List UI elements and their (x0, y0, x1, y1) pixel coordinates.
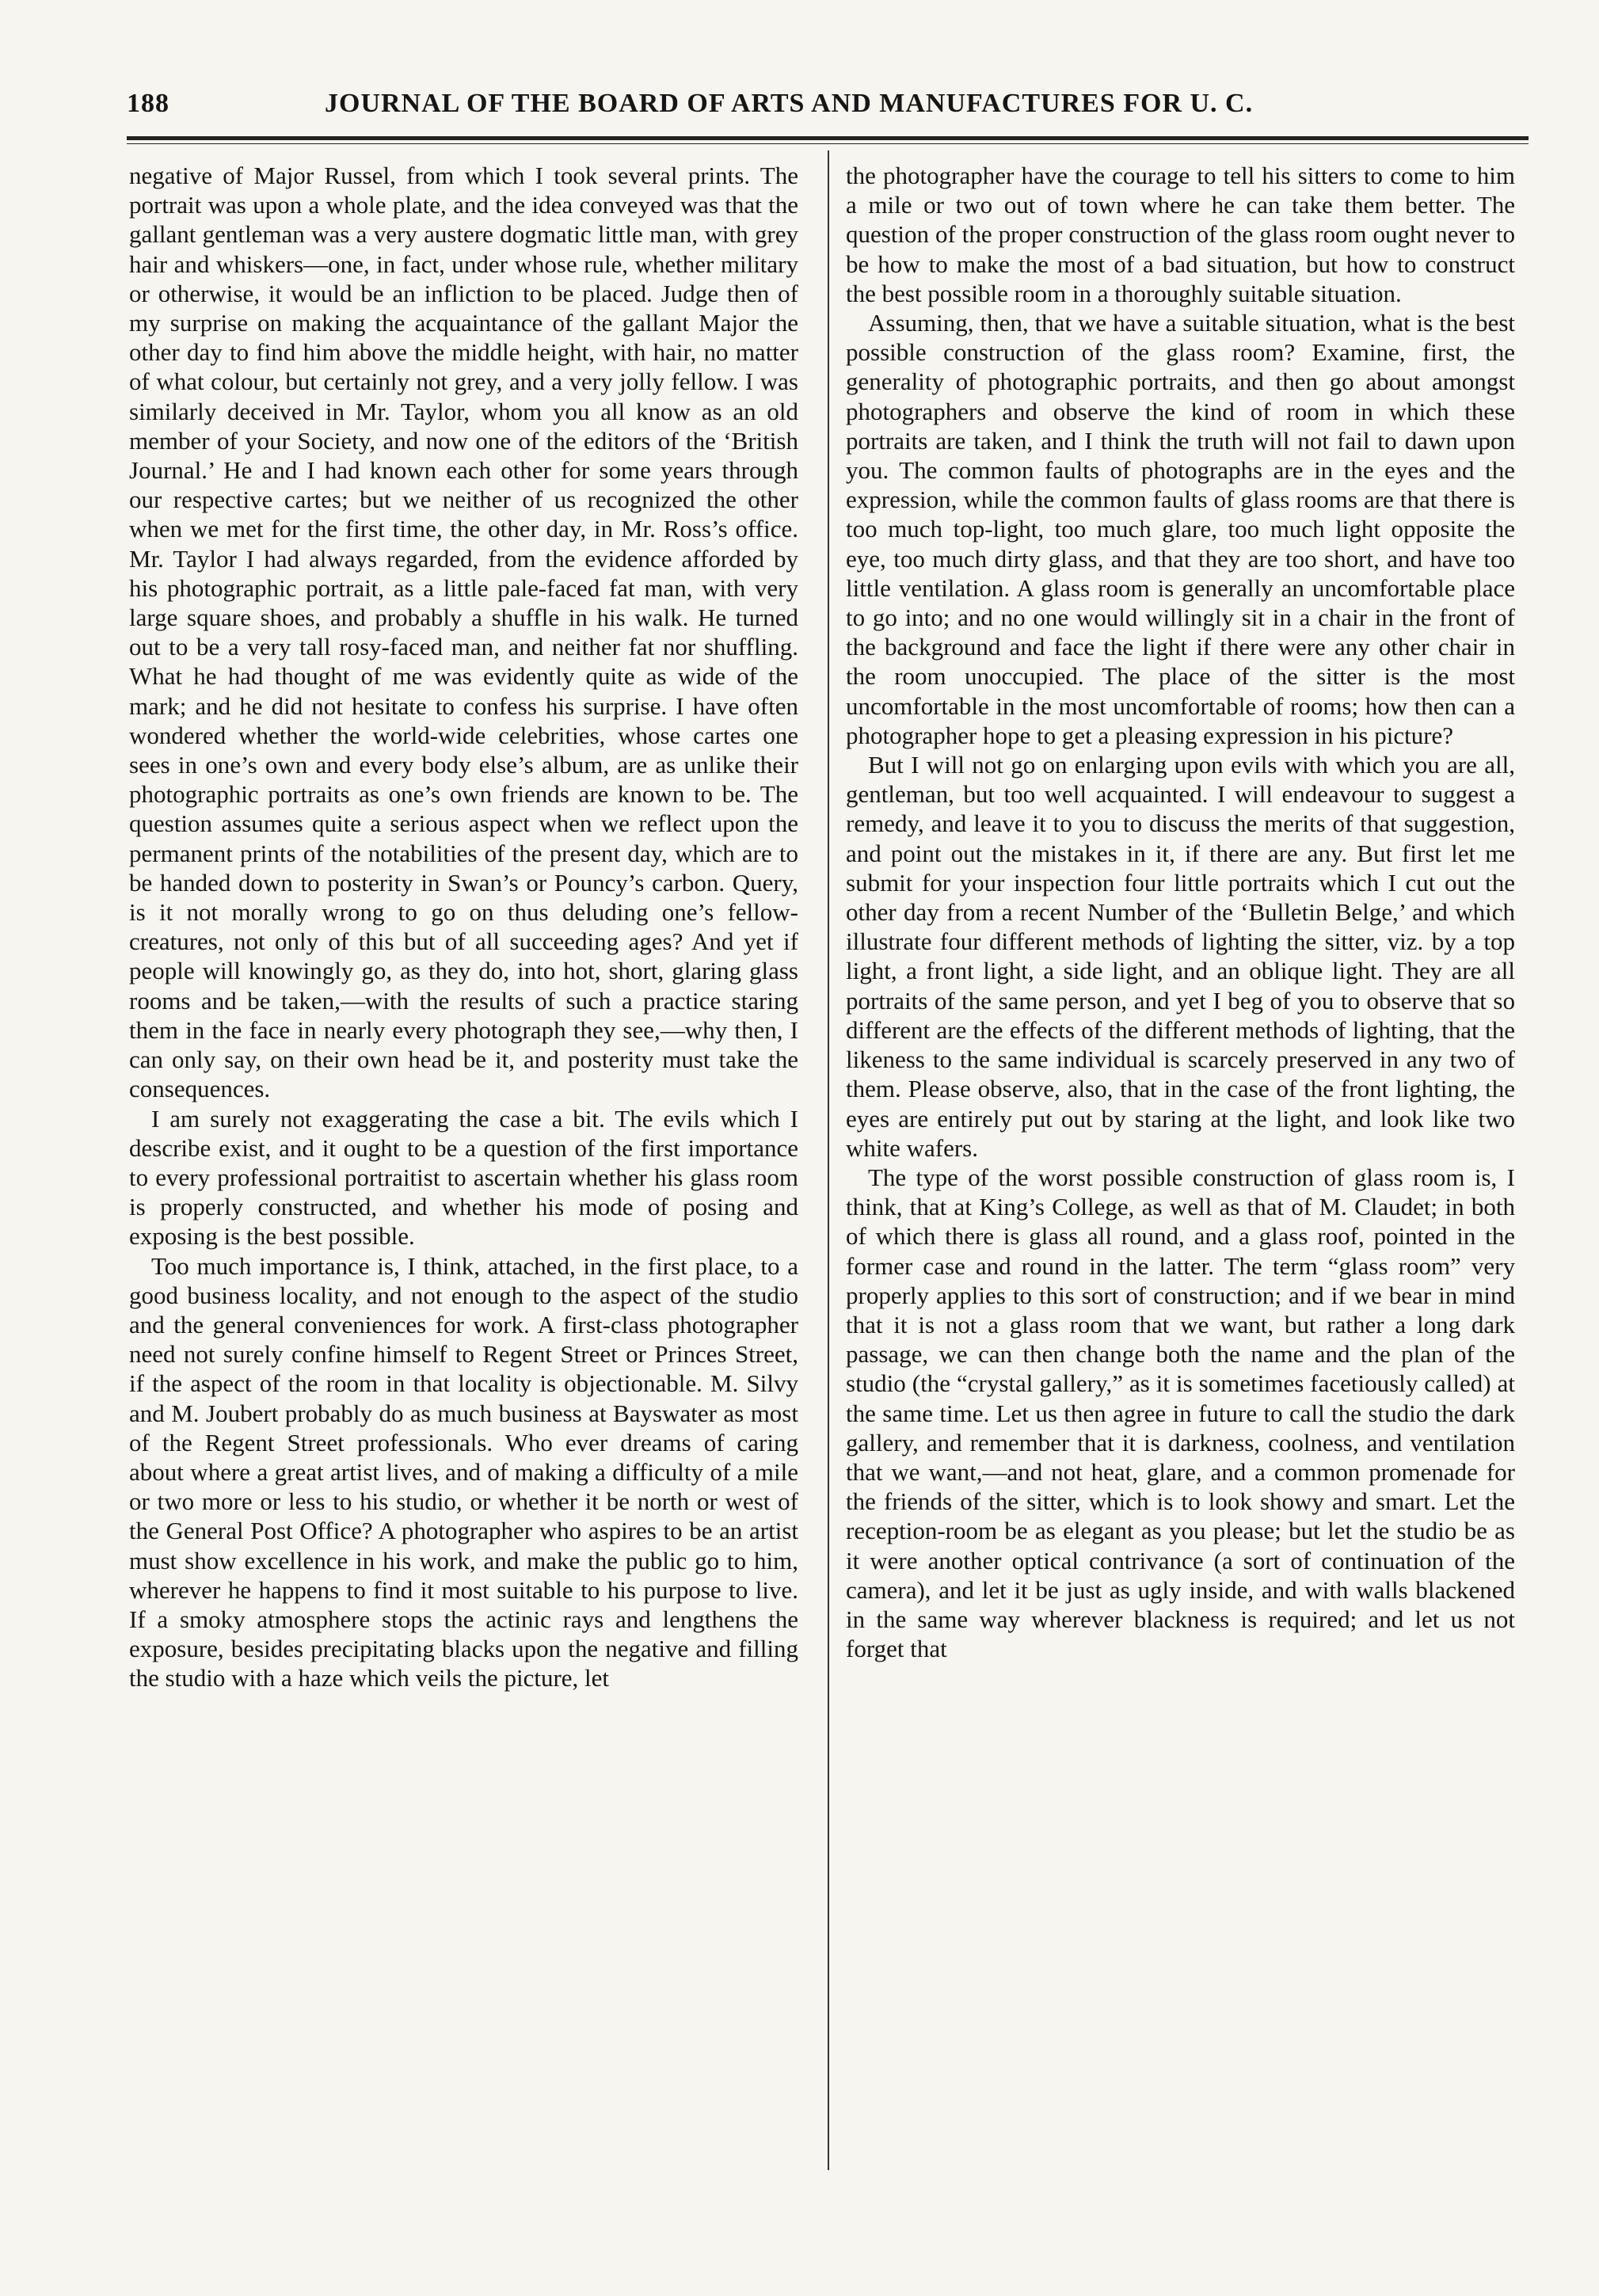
column-divider (828, 150, 829, 2170)
paragraph: The type of the worst possible construction of glass room is, I think, that at King’s College, as well as that of M. Claudet; in both of which there is glass all round, and a glass roof, pointed in the former case and round in the latter. The term “glass room” very properly applies to this sort of construction; and if we bear in mind that it is not a glass room that we want, but rather a long dark passage, we can then change both the name and the plan of the studio (the “crystal gallery,” as it is sometimes facetiously called) at the same time. Let us then agree in future to call the studio the dark gallery, and remember that it is darkness, coolness, and ventilation that we want,—and not heat, glare, and a common promenade for the friends of the sitter, which is to look showy and smart. Let the reception-room be as elegant as you please; but let the studio be as it were another optical contrivance (a sort of continuation of the camera), and let it be just as ugly inside, and with walls blackened in the same way wherever blackness is required; and let us not forget that (846, 1163, 1515, 1663)
page-header (127, 89, 1529, 130)
running-title: JOURNAL OF THE BOARD OF ARTS AND MANUFACTURES FOR U. C. (325, 89, 1254, 118)
paragraph: But I will not go on enlarging upon evils with which you are all, gentleman, but too well acquainted. I will endeavour to suggest a remedy, and leave it to you to discuss the merits of that suggestion, and point out the mistakes in it, if there are any. But first let me submit for your inspection four little portraits which I cut out the other day from a recent Number of the ‘Bulletin Belge,’ and which illustrate four different methods of lighting the sitter, viz. by a top light, a front light, a side light, and an oblique light. They are all portraits of the same person, and yet I beg of you to observe that so different are the effects of the different methods of lighting, that the likeness to the same individual is scarcely preserved in any two of them. Please observe, also, that in the case of the front lighting, the eyes are entirely put out by staring at the light, and look like two white wafers. (846, 751, 1515, 1162)
paragraph: negative of Major Russel, from which I took several prints. The portrait was upon a whole plate, and the idea conveyed was that the gallant gentleman was a very austere dogmatic little man, with grey hair and whiskers—one, in fact, under whose rule, whether military or otherwise, it would be an infliction to be placed. Judge then of my surprise on making the acquaintance of the gallant Major the other day to find him above the middle height, with hair, no matter of what colour, but certainly not grey, and a very jolly fellow. I was similarly deceived in Mr. Taylor, whom you all know as an old member of your Society, and now one of the editors of the ‘British Journal.’ He and I had known each other for some years through our respective cartes; but we neither of us recognized the other when we met for the first time, the other day, in Mr. Ross’s office. Mr. Taylor I had always regarded, from the evidence afforded by his photographic portrait, as a little pale-faced fat man, with very large square shoes, and probably a shuffle in his walk. He turned out to be a very tall rosy-faced man, and neither fat nor shuffling. What he had thought of me was evidently quite as wide of the mark; and he did not hesitate to confess his surprise. I have often wondered whether the world-wide celebrities, whose cartes one sees in one’s own and every body else’s album, are as unlike their photographic portraits as one’s own friends are known to be. The question assumes quite a serious aspect when we reflect upon the permanent prints of the notabilities of the present day, which are to be handed down to posterity in Swan’s or Pouncy’s carbon. Query, is it not morally wrong to go on thus deluding one’s fellow-creatures, not only of this but of all succeeding ages? And yet if people will knowingly go, as they do, into hot, short, glaring glass rooms and be taken,—with the results of such a practice staring them in the face in nearly every photograph they see,—why then, I can only say, on their own head be it, and posterity must take the consequences. (129, 162, 798, 1103)
paragraph: Assuming, then, that we have a suitable situation, what is the best possible construction of the glass room? Examine, first, the generality of photographic portraits, and then go about amongst photographers and observe the kind of room in which these portraits are taken, and I think the truth will not fail to dawn upon you. The common faults of photographs are in the eyes and the expression, while the common faults of glass rooms are that there is too much top-light, too much glare, too much light opposite the eye, too much dirty glass, and that they are too short, and have too little ventilation. A glass room is generally an uncomfortable place to go into; and no one would willingly sit in a chair in the front of the background and face the light if there were any other chair in the room unoccupied. The place of the sitter is the most uncomfortable in the most uncomfortable of rooms; how then can a photographer hope to get a pleasing expression in his picture? (846, 309, 1515, 749)
page-number: 188 (127, 89, 169, 118)
header-rule-thick (127, 136, 1529, 140)
paragraph: I am surely not exaggerating the case a bit. The evils which I describe exist, and it ought to be a question of the first importance to every professional portraitist to ascertain whether his glass room is properly constructed, and whether his mode of posing and exposing is the best possible. (129, 1104, 798, 1251)
header-rule-thin (127, 143, 1529, 144)
left-column (129, 161, 798, 2172)
paragraph: the photographer have the courage to tell his sitters to come to him a mile or two out of town where he can take them better. The question of the proper construction of the glass room ought never to be how to make the most of a bad situation, but how to construct the best possible room in a thoroughly suitable situation. (846, 162, 1515, 307)
paragraph: Too much importance is, I think, attached, in the first place, to a good business locality, and not enough to the aspect of the studio and the general conveniences for work. A first-class photographer need not surely confine himself to Regent Street or Princes Street, if the aspect of the room in that locality is objectionable. M. Silvy and M. Joubert probably do as much business at Bayswater as most of the Regent Street professionals. Who ever dreams of caring about where a great artist lives, and of making a difficulty of a mile or two more or less to his studio, or whether it be north or west of the General Post Office? A photographer who aspires to be an artist must show excellence in his work, and make the public go to him, wherever he happens to find it most suitable to his purpose to live. If a smoky atmosphere stops the actinic rays and lengthens the exposure, besides precipitating blacks upon the negative and filling the studio with a haze which veils the picture, let (129, 1251, 798, 1692)
right-column (846, 161, 1515, 2172)
